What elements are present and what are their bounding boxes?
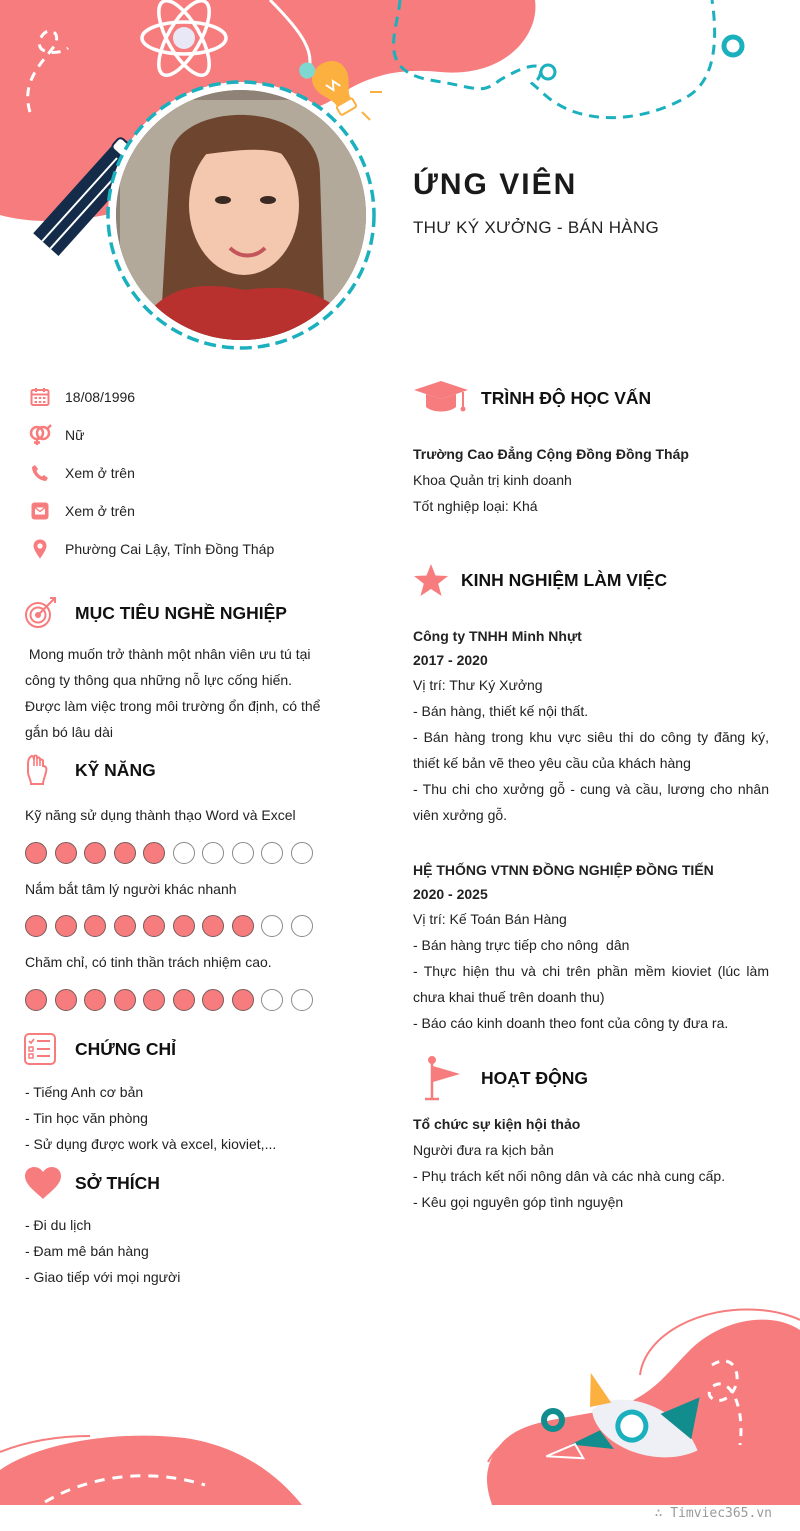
- job-duty: - Thực hiện thu và chi trên phần mềm kioviet (lúc làm chưa khai thuế trên doanh thu): [413, 963, 769, 1005]
- contact-gender: [28, 423, 84, 447]
- education-heading: [413, 380, 651, 416]
- rating-dot-empty: [202, 842, 224, 864]
- activity-line: - Kêu gọi nguyên góp tình nguyện: [413, 1194, 624, 1210]
- rating-dot-filled: [202, 989, 224, 1011]
- rating-dot-filled: [84, 989, 106, 1011]
- hobby-item: - Đam mê bán hàng: [25, 1243, 149, 1259]
- skills-title: KỸ NĂNG: [75, 759, 156, 780]
- objective-title: MỤC TIÊU NGHỀ NGHIỆP: [75, 602, 287, 623]
- certificate-item: - Sử dụng được work và excel, kioviet,...: [25, 1136, 277, 1152]
- rating-dot-empty: [261, 842, 283, 864]
- job-duty: - Báo cáo kinh doanh theo font của công ty đưa ra.: [413, 1015, 729, 1031]
- skill-label: Nắm bắt tâm lý người khác nhanh: [25, 881, 237, 897]
- gender-text: Nữ: [65, 427, 85, 443]
- watermark-text: ∴ Timviec365.vn: [654, 1506, 772, 1521]
- email-icon: [28, 499, 52, 523]
- rating-dot-filled: [25, 915, 47, 937]
- rating-dot-empty: [291, 915, 313, 937]
- rating-dot-empty: [261, 989, 283, 1011]
- objective-text: [25, 641, 345, 745]
- objective-line: Mong muốn trở thành một nhân viên ưu tú tại: [25, 646, 311, 662]
- objective-heading: [24, 596, 287, 630]
- rating-dot-filled: [232, 989, 254, 1011]
- activities-heading: [420, 1055, 588, 1101]
- job-duty: - Bán hàng trong khu vực siêu thi do công ty đăng ký, thiết kế bản vẽ theo yêu cầu của khách hàng: [413, 729, 769, 771]
- calendar-icon: [28, 385, 52, 409]
- location-pin-icon: [28, 537, 52, 561]
- rating-dot-filled: [143, 989, 165, 1011]
- rating-dot-filled: [232, 915, 254, 937]
- hobby-item: - Đi du lịch: [25, 1217, 92, 1233]
- activities-title: HOẠT ĐỘNG: [481, 1067, 588, 1088]
- job-period: 2017 - 2020: [413, 652, 488, 668]
- certificate-item: - Tin học văn phòng: [25, 1110, 148, 1126]
- gender-icon: [28, 423, 52, 447]
- certificate-item: - Tiếng Anh cơ bản: [25, 1084, 144, 1100]
- skill-rating: [25, 842, 320, 864]
- rating-dot-empty: [232, 842, 254, 864]
- activities-details: [413, 1111, 773, 1215]
- job-position: Vị trí: Kế Toán Bán Hàng: [413, 911, 567, 927]
- skill-label: Kỹ năng sử dụng thành thạo Word và Excel: [25, 807, 296, 823]
- hobbies-title: SỞ THÍCH: [75, 1172, 160, 1193]
- job-period: 2020 - 2025: [413, 886, 488, 902]
- graduation-grade: Tốt nghiệp loại: Khá: [413, 498, 538, 514]
- rating-dot-filled: [173, 989, 195, 1011]
- skills-heading: [24, 754, 156, 786]
- experience-heading: [413, 563, 667, 597]
- contact-email: [28, 499, 135, 523]
- rating-dot-filled: [143, 842, 165, 864]
- education-title: TRÌNH ĐỘ HỌC VẤN: [481, 387, 652, 408]
- activity-line: - Phụ trách kết nối nông dân và các nhà cung cấp.: [413, 1168, 726, 1184]
- rating-dot-filled: [55, 989, 77, 1011]
- job-duty: - Bán hàng, thiết kế nội thất.: [413, 703, 589, 719]
- flag-icon: [420, 1055, 462, 1101]
- checklist-icon: [24, 1033, 56, 1065]
- rating-dot-filled: [84, 842, 106, 864]
- rating-dot-filled: [173, 915, 195, 937]
- hobbies-heading: [24, 1166, 160, 1200]
- rating-dot-empty: [173, 842, 195, 864]
- skill-rating: [25, 915, 320, 937]
- skill-rating: [25, 989, 320, 1011]
- heart-icon: [24, 1166, 62, 1200]
- skill-label: Chăm chỉ, có tinh thần trách nhiệm cao.: [25, 954, 272, 970]
- certificates-heading: [24, 1033, 176, 1065]
- objective-line: gắn bó lâu dài: [25, 724, 113, 740]
- activity-line: Người đưa ra kịch bản: [413, 1142, 554, 1158]
- star-icon: [413, 563, 449, 597]
- education-details: [413, 441, 773, 519]
- objective-line: công ty thông qua những nỗ lực cống hiến.: [25, 672, 293, 688]
- contact-dob: [28, 385, 135, 409]
- rating-dot-filled: [114, 989, 136, 1011]
- job-title: THƯ KÝ XƯỞNG - BÁN HÀNG: [413, 218, 660, 237]
- rating-dot-filled: [55, 915, 77, 937]
- company-name: Công ty TNHH Minh Nhựt: [413, 628, 582, 644]
- rating-dot-empty: [291, 989, 313, 1011]
- phone-text: Xem ở trên: [65, 465, 135, 481]
- certificates-title: CHỨNG CHỈ: [75, 1038, 177, 1059]
- hobby-item: - Giao tiếp với mọi người: [25, 1269, 181, 1285]
- address-text: Phường Cai Lậy, Tỉnh Đồng Tháp: [65, 541, 275, 557]
- company-name: HỆ THỐNG VTNN ĐỒNG NGHIỆP ĐỒNG TIẾN: [413, 862, 714, 878]
- certificates-list: [25, 1079, 365, 1157]
- dob-text: 18/08/1996: [65, 389, 136, 405]
- job-entry: [413, 624, 769, 828]
- activity-event: Tổ chức sự kiện hội thảo: [413, 1116, 581, 1132]
- job-entry: [413, 858, 769, 1036]
- faculty: Khoa Quản trị kinh doanh: [413, 472, 572, 488]
- rating-dot-filled: [114, 842, 136, 864]
- job-position: Vị trí: Thư Ký Xưởng: [413, 677, 543, 693]
- school-name: Trường Cao Đẳng Cộng Đồng Đồng Tháp: [413, 446, 689, 462]
- contact-address: [28, 537, 274, 561]
- objective-line: Được làm việc trong môi trường ổn định, có thể: [25, 698, 321, 714]
- rating-dot-empty: [291, 842, 313, 864]
- contact-phone: [28, 461, 135, 485]
- job-duty: - Bán hàng trực tiếp cho nông dân: [413, 937, 630, 953]
- phone-icon: [28, 461, 52, 485]
- experience-title: KINH NGHIỆM LÀM VIỆC: [461, 569, 668, 590]
- candidate-name: ỨNG VIÊN: [413, 168, 578, 201]
- email-text: Xem ở trên: [65, 503, 135, 519]
- fist-icon: [24, 754, 50, 786]
- graduation-cap-icon: [413, 380, 469, 416]
- target-icon: [24, 596, 58, 630]
- rating-dot-filled: [114, 915, 136, 937]
- hobbies-list: [25, 1212, 365, 1290]
- rating-dot-filled: [25, 989, 47, 1011]
- rating-dot-filled: [84, 915, 106, 937]
- rating-dot-filled: [202, 915, 224, 937]
- rating-dot-filled: [25, 842, 47, 864]
- rating-dot-filled: [55, 842, 77, 864]
- rating-dot-empty: [261, 915, 283, 937]
- job-duty: - Thu chi cho xưởng gỗ - cung và cầu, lương cho nhân viên xưởng gỗ.: [413, 781, 769, 823]
- rating-dot-filled: [143, 915, 165, 937]
